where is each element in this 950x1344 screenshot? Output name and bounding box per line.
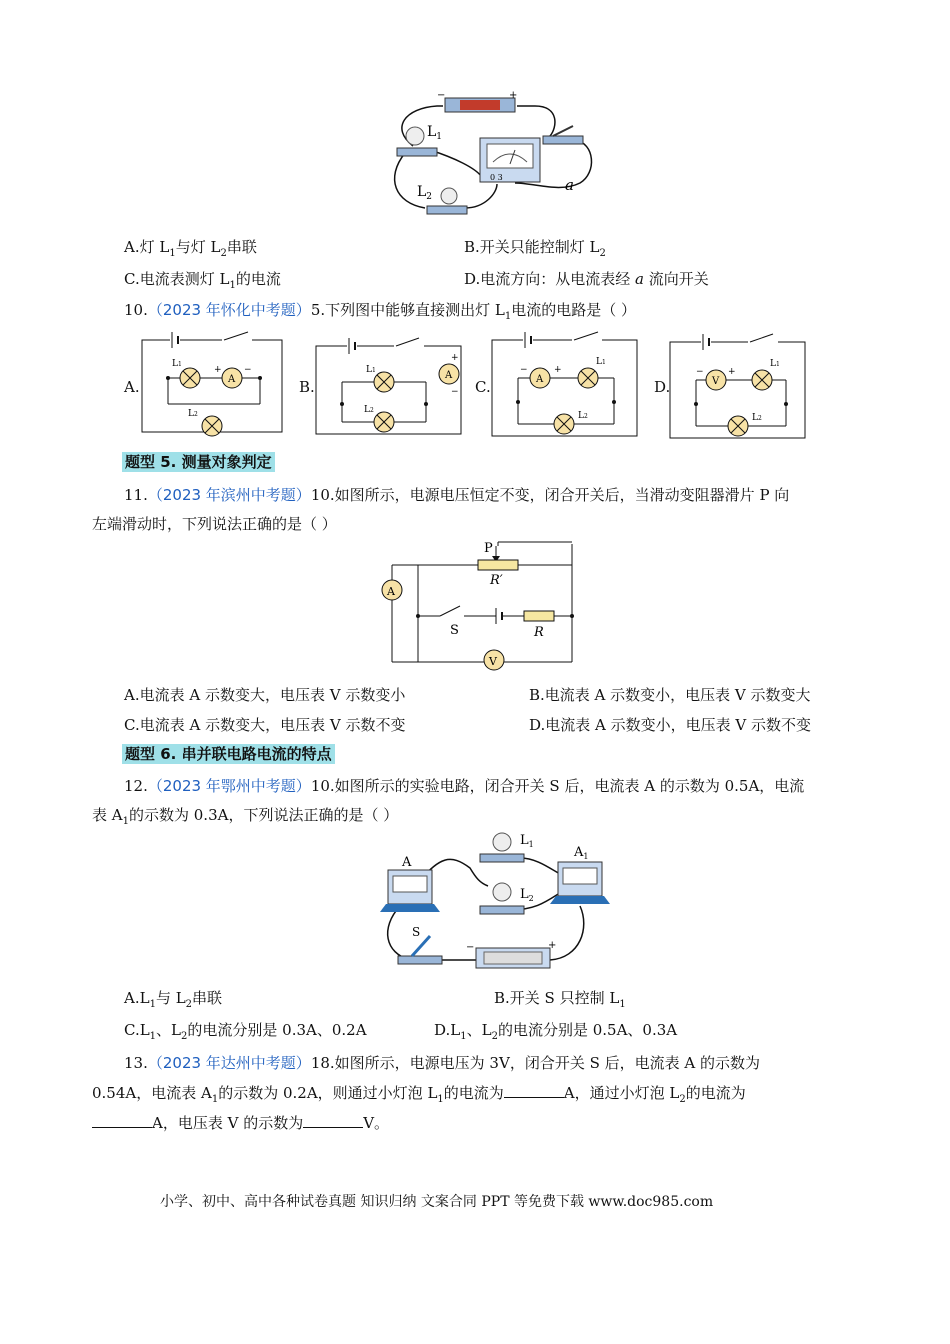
q12-plus: + [548,940,557,951]
q12-label-l2: $L_2$ [520,887,534,903]
q10-label-a[interactable]: A. [124,378,140,396]
q11-stem-line1: 11.（2023 年滨州中考题）10.如图所示，电源电压恒定不变，闭合开关后，当滑动变阻器滑片 P 向 [124,486,790,504]
q12-stem-line1: 12.（2023 年鄂州中考题）10.如图所示的实验电路，闭合开关 S 后，电流表 A 的示数为 0.5A，电流 [124,777,805,795]
q12-label-a1: $A_1$ [574,845,589,861]
q10a-ammeter: A [228,374,236,385]
q13-blank-3[interactable] [303,1113,363,1128]
q12-option-d[interactable]: $D.L_1$、$L_2$的电流分别是 0.5A、0.3A [434,1021,678,1042]
svg-text:−: − [696,367,704,377]
q12-minus: − [466,942,475,953]
q13-stem-line3: A，电压表 V 的示数为 V。 [92,1112,389,1133]
svg-text:+: + [728,367,736,377]
q10-label-d[interactable]: D. [654,378,671,396]
q12-option-b[interactable]: B.开关 S 只控制 $L_1$ [494,989,626,1010]
q13-stem-line1: 13.（2023 年达州中考题）18.如图所示，电源电压为 3V，闭合开关 S 后，电流表 A 的示数为 [124,1054,760,1072]
q11-label-rprime: R′ [490,573,503,588]
q10-label-b[interactable]: B. [299,378,315,396]
q11-label-p: P [484,541,493,556]
q11-option-d[interactable]: D.电流表 A 示数变小，电压表 V 示数不变 [529,716,811,734]
q12-label-a: A [402,855,412,870]
svg-text:−: − [520,365,528,375]
q9-circuit-figure [385,88,605,220]
section-5-heading: 题型 5. 测量对象判定 [122,452,275,472]
q13-stem-line2: 0.54A，电流表 $A_1$的示数为 0.2A，则通过小灯泡 $L_1$的电流为 A，通过小灯泡 $L_2$的电流为 [92,1084,746,1105]
q12-stem-line2: 表 $A_1$的示数为 0.3A，下列说法正确的是（ ） [92,806,399,827]
q11-option-a[interactable]: A.电流表 A 示数变大，电压表 V 示数变小 [124,686,406,704]
section-6-heading: 题型 6. 串并联电路电流的特点 [122,744,335,764]
q12-option-a[interactable]: $A.L_1$与 $L_2$串联 [124,989,223,1010]
q11-circuit-figure [378,538,578,672]
svg-text:L2: L2 [752,413,762,423]
svg-text:L1: L1 [366,365,376,375]
svg-text:+: + [214,365,222,375]
q12-option-c[interactable]: $C.L_1$、$L_2$的电流分别是 0.3A、0.2A [124,1021,367,1042]
q12-label-l1: $L_1$ [520,833,534,849]
svg-text:−: − [244,365,252,375]
svg-text:V: V [712,376,720,387]
q9-scale: 0 3 [490,173,503,182]
svg-text:+: + [451,353,459,363]
q12-circuit-figure [380,828,610,976]
page-footer: 小学、初中、高中各种试卷真题 知识归纳 文案合同 PPT 等免费下载 www.doc985.com [160,1194,714,1210]
svg-text:L2: L2 [578,411,588,421]
q11-label-r: R [534,625,544,640]
q9-option-c[interactable]: C.电流表测灯 $L_1$的电流 [124,270,281,291]
q10-circuit-b [314,336,464,436]
q13-blank-2[interactable] [92,1113,152,1128]
q10-circuit-d [668,332,808,442]
q9-label-a: a [565,176,574,194]
q11-option-b[interactable]: B.电流表 A 示数变小，电压表 V 示数变大 [529,686,811,704]
q11-label-s: S [450,623,459,638]
q9-option-a[interactable]: A.灯 $L_1$与灯 $L_2$串联 [124,238,257,259]
q10-circuit-a [140,328,285,443]
q11-stem-line2: 左端滑动时，下列说法正确的是（ ） [92,515,337,533]
q9-option-d[interactable]: D.电流方向：从电流表经 a 流向开关 [464,270,709,288]
q12-label-s: S [412,925,421,939]
q10-stem: 10.（2023 年怀化中考题）5.下列图中能够直接测出灯 $L_1$电流的电路是（ ） [124,301,637,322]
svg-text:L1: L1 [596,357,606,367]
svg-text:L1: L1 [172,359,182,369]
svg-text:−: − [451,387,459,397]
q9-plus: + [509,90,518,101]
svg-text:L2: L2 [364,405,374,415]
q9-minus: − [437,90,446,101]
svg-text:+: + [554,365,562,375]
q9-label-l2: $L_2$ [417,184,433,202]
q9-label-l1: $L_1$ [427,124,443,142]
svg-text:L1: L1 [770,359,780,369]
svg-text:L2: L2 [188,409,198,419]
svg-text:A: A [445,370,453,381]
q10-circuit-c [490,330,640,440]
q11-voltmeter: V [489,655,497,668]
svg-text:A: A [536,374,544,385]
q13-blank-1[interactable] [504,1083,564,1098]
q11-ammeter: A [387,585,395,598]
q10-label-c[interactable]: C. [475,378,491,396]
q11-option-c[interactable]: C.电流表 A 示数变大，电压表 V 示数不变 [124,716,406,734]
q9-option-b[interactable]: B.开关只能控制灯 $L_2$ [464,238,606,259]
